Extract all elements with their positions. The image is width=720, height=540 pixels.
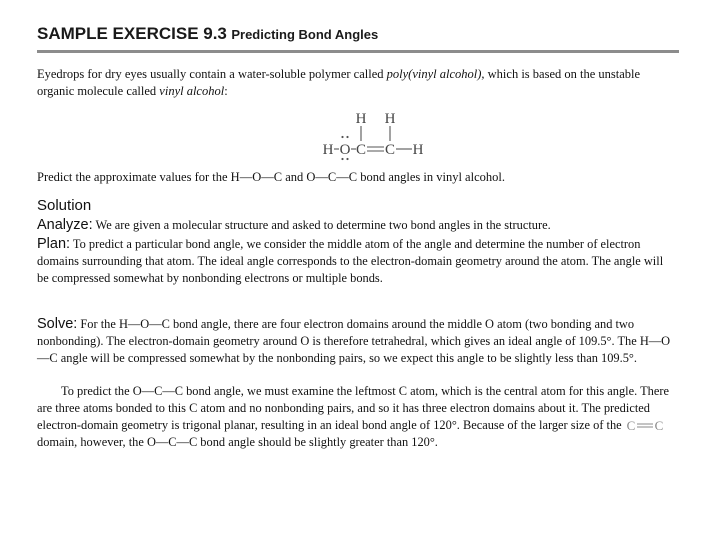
- intro-paragraph: [37, 66, 677, 100]
- solve-text: For the H—O—C bond angle, there are four electron domains around the middle O atom (two bonding and two nonbonding). The electron-domain geometry around O is therefore tetrahedral, which gives an ideal angle of 109.5°. The H—O—C angle will be compressed somewhat by the nonbonding pairs, so we expect this angle to be slightly less than 109.5°.: [37, 317, 671, 365]
- atom-h-top-right: H: [384, 111, 396, 127]
- intro-text-middle: which is based on the unstable organic molecule called: [37, 67, 641, 98]
- molecule-name: vinyl alcohol: [159, 84, 225, 98]
- solve-paragraph: [37, 316, 675, 367]
- atom-o: O: [339, 142, 351, 158]
- occ-angle-paragraph: [37, 383, 675, 451]
- plan-text: To predict a particular bond angle, we consider the middle atom of the angle and determine the number of electron domains surrounding that atom. The ideal angle corresponds to the electron-domain geometry around the atom. The angle will be compressed somewhat by nonbonding electrons or multiple bonds.: [37, 237, 664, 285]
- analyze-label: Analyze:: [37, 217, 93, 233]
- exercise-header: [37, 24, 677, 44]
- analyze-paragraph: [37, 217, 675, 234]
- atom-c1: C: [355, 142, 367, 158]
- exercise-number: SAMPLE EXERCISE 9.3: [37, 24, 227, 43]
- occ-text-end: domain, however, the O—C—C bond angle should be slightly greater than 120°.: [37, 435, 438, 449]
- inline-carbon-2: C: [654, 418, 664, 432]
- solve-label: Solve:: [37, 316, 78, 332]
- occ-text-start: To predict the O—C—C bond angle, we must examine the leftmost C atom, which is the central atom for this angle. There are three atoms bonded to this C atom and no nonbonding pairs, and so it has three electron domains about it. The predicted electron-domain geometry is trigonal planar, resulting in an ideal bond angle of 120°. Because of the larger size of the: [37, 384, 669, 432]
- inline-carbon-1: C: [626, 418, 636, 432]
- intro-text-start: Eyedrops for dry eyes usually contain a water-soluble polymer called: [37, 67, 387, 81]
- exercise-title: Predicting Bond Angles: [231, 27, 379, 42]
- header-divider: [37, 50, 679, 53]
- question-text: Predict the approximate values for the H—O—C and O—C—C bond angles in vinyl alcohol.: [37, 170, 505, 184]
- intro-text-end: :: [224, 84, 228, 98]
- atom-h-right: H: [412, 142, 424, 158]
- solution-heading: Solution: [37, 197, 92, 214]
- plan-paragraph: [37, 236, 675, 287]
- polymer-name: poly(vinyl alcohol),: [386, 67, 485, 81]
- vinyl-alcohol-structure: [318, 106, 438, 162]
- analyze-text: We are given a molecular structure and asked to determine two bond angles in the structure.: [92, 218, 551, 232]
- plan-label: Plan:: [37, 236, 71, 252]
- atom-h-top-left: H: [355, 111, 367, 127]
- atom-h-left: H: [322, 142, 334, 158]
- carbon-double-bond-inline: [625, 418, 665, 432]
- atom-c2: C: [384, 142, 396, 158]
